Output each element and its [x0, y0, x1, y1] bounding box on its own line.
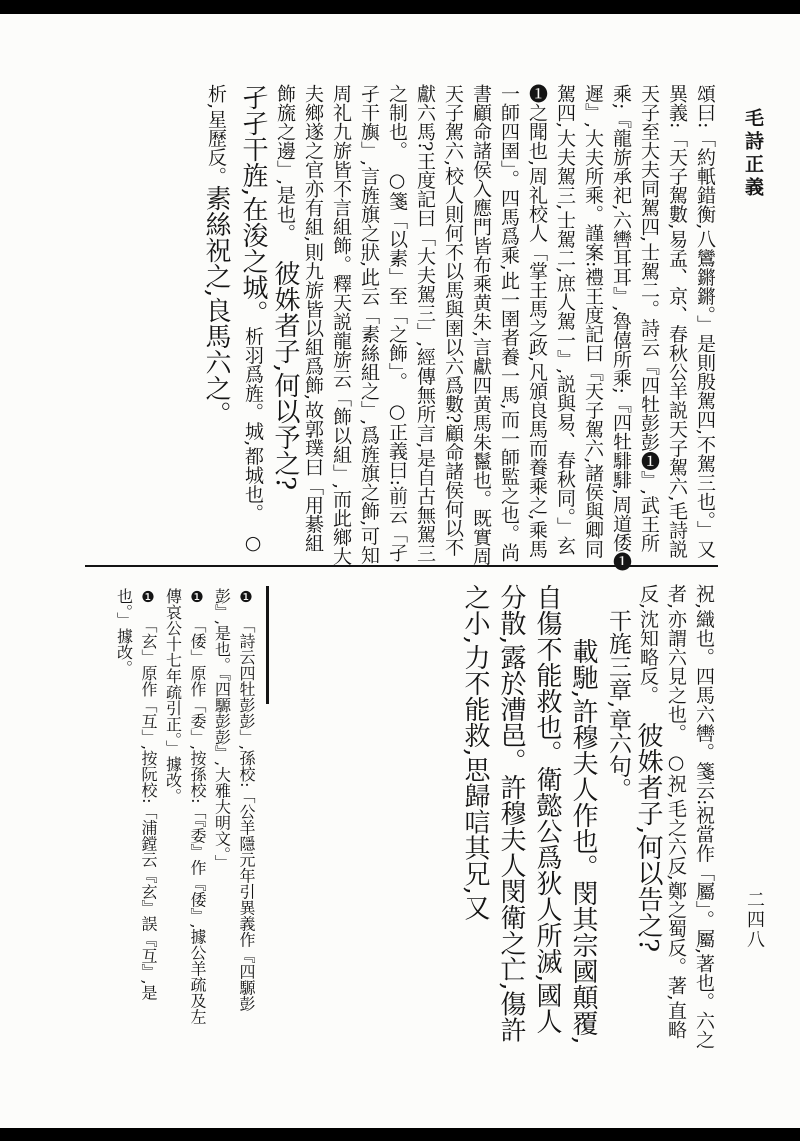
- lower-commentary-paragraph: [634, 584, 718, 1054]
- verse-line-4: 彼姝者子,何以告之?: [633, 722, 663, 953]
- verse-line-3: 素絲祝之,良馬六之。: [201, 185, 231, 428]
- lower-text-block: [296, 584, 718, 1054]
- zaichi-preface: 載馳,許穆夫人作也。閔其宗國顛覆,自傷不能救也。衛懿公爲狄人所滅,國人分散,露於漕邑。許穆夫人閔衛之亡,傷許之小,力不能救,思歸唁其兄,又: [460, 584, 598, 1045]
- running-head-title: 毛詩正義: [742, 108, 764, 200]
- bottom-black-bar: [0, 1128, 800, 1141]
- footnote-item: [111, 588, 160, 1028]
- footnote-text: 「詩云四牡彭彭」,孫校:「公羊隱元年引異義作『四騵彭彭』,是也。『四騵彭彭』,大雅大明文。」: [212, 588, 256, 1012]
- footnote-text: 「玄」原作「互」,按阮校:「浦鏜云『玄』誤『互』,是也。」據改。: [114, 588, 158, 1001]
- section-divider-rule: [85, 565, 718, 567]
- footnote-divider-rule: [266, 586, 269, 704]
- footnote-text: 「倭」原作「委」,按孫校:「『委』作『倭』,據公羊疏及左傳哀公十七年疏引正。」據改。: [163, 588, 207, 1025]
- footnote-marker-icon: ❶: [188, 588, 206, 606]
- footnotes-block: [80, 588, 258, 1028]
- verse-line-2: 孑孑干旌,在浚之城。: [238, 84, 268, 327]
- upper-verse-paragraph: [197, 84, 271, 571]
- footnote-item: [209, 588, 258, 1028]
- lower-commentary-text: 祝,織也。四馬六轡。箋云:祝當作「屬」。屬,著也。六之者,亦謂六見之也。 ○祝,毛之六反,鄭之蜀反。著,直略反,沈知略反。: [637, 584, 715, 1049]
- footnote-item: [160, 588, 209, 1028]
- verse-line-1: 彼姝者子,何以予之?: [270, 260, 300, 491]
- upper-commentary-text: 頌曰:「約軝錯衡,八鸞鏘鏘。」是則殷駕四,不駕三也。」又異義:「天子駕數,易孟、京、春秋公羊説天子駕六,毛詩説天子至大夫同駕四,士駕二。詩云『四牡彭彭❶』,武王所乘;『龍旂承祀,六轡耳耳』,魯僖所乘;『四牡騑騑,周道倭❶遲』,大夫所乘。謹案:禮王度記曰『天子駕六,諸侯與卿同駕四,大夫駕三,士駕二,庶人駕一』,説與易、春秋同。」玄❶之聞也,周礼校人「掌王馬之政,凡頒良馬而養乘之,乘馬一師四圉」。四馬爲乘,此一圉者養一馬,而一師監之也。尚書顧命諸侯入應門皆布乘黄朱,言獻四黄馬朱鬣也。既實周天子駕六,校人則何不以馬與圉以六爲數?顧命諸侯何以不獻六馬?王度記曰「大夫駕三」,經傳無所言,是自古無駕三之制也。 ○箋「以素」至「之飾」。 ○正義曰:前云「孑孑干旟」,言旌旗之狀,此云「素絲組之」,爲旌旗之飾,可知周礼九旂皆不言組飾。釋天説龍旂云「飾以組」,而此鄉大夫鄉遂之官亦有組,則九旂皆以組爲飾,故郭璞曰「用綦組飾旒之邊」,是也。: [274, 84, 716, 571]
- footnote-marker-icon: ❶: [237, 588, 255, 606]
- top-black-bar: [0, 0, 800, 14]
- upper-text-block: [95, 84, 719, 571]
- inline-gloss-note: 析羽爲旌。城,都城也。 ○析,星歷反。: [205, 84, 264, 554]
- footnote-marker-icon: ❶: [139, 588, 157, 606]
- chapter-colophon: 干旄三章,章六句。: [605, 609, 631, 801]
- upper-commentary-paragraph: [271, 84, 719, 571]
- page-number: 二四八: [744, 890, 765, 950]
